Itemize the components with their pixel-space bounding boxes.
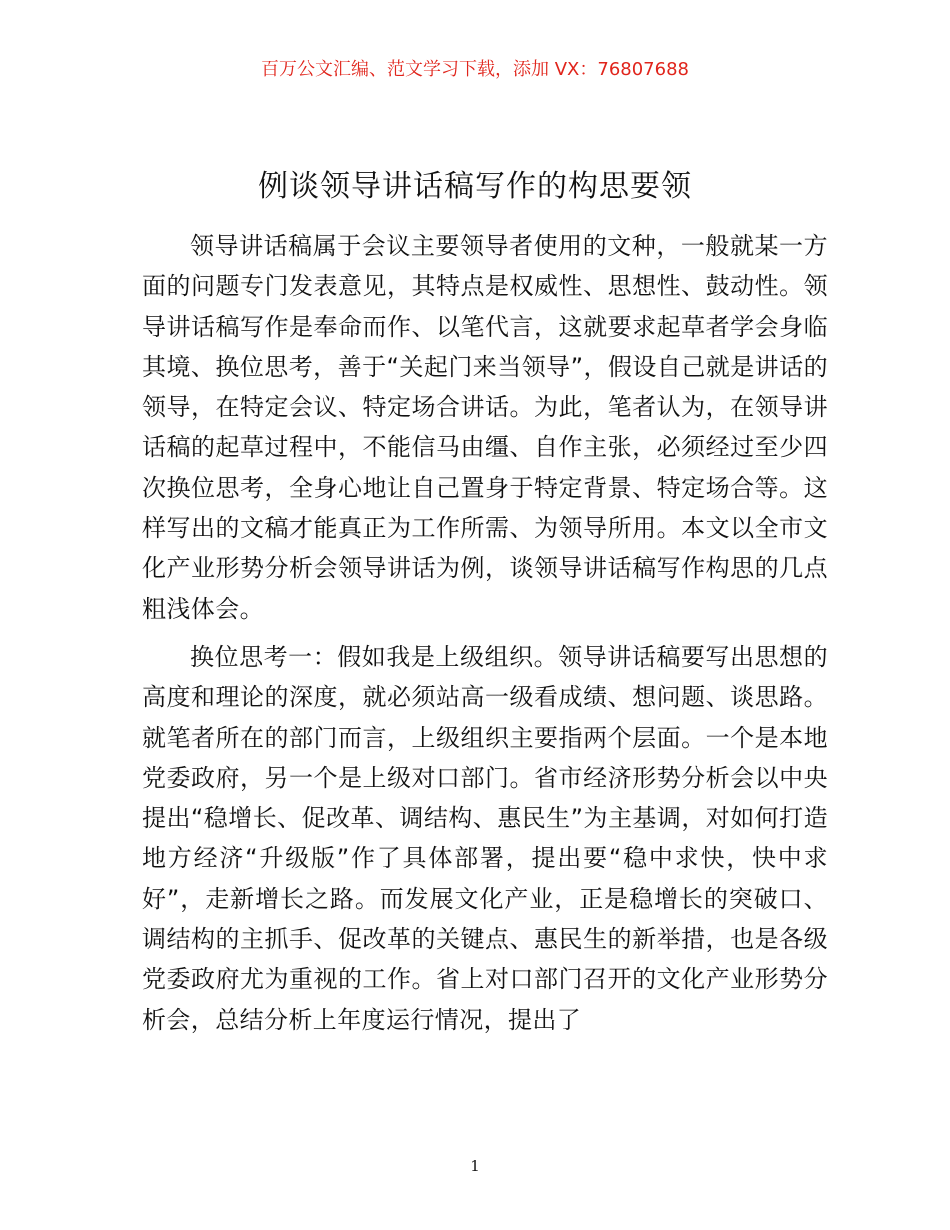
document-body [142, 226, 828, 1040]
paragraph-perspective-one: 换位思考一：假如我是上级组织。领导讲话稿要写出思想的高度和理论的深度，就必须站高一级看成绩、想问题、谈思路。就笔者所在的部门而言，上级组织主要指两个层面。一个是本地党委政府，另一个是上级对口部门。省市经济形势分析会以中央提出“稳增长、促改革、调结构、惠民生”为主基调，对如何打造地方经济“升级版”作了具体部署，提出要“稳中求快，快中求好”，走新增长之路。而发展文化产业，正是稳增长的突破口、调结构的主抓手、促改革的关键点、惠民生的新举措，也是各级党委政府尤为重视的工作。省上对口部门召开的文化产业形势分析会，总结分析上年度运行情况，提出了 [142, 642, 828, 1034]
page-number: 1 [470, 1157, 480, 1175]
header-banner: 百万公文汇编、范文学习下载，添加 VX：76807688 [261, 59, 689, 80]
document-title: 例谈领导讲话稿写作的构思要领 [258, 169, 692, 204]
paragraph-intro: 领导讲话稿属于会议主要领导者使用的文种，一般就某一方面的问题专门发表意见，其特点是权威性、思想性、鼓动性。领导讲话稿写作是奉命而作、以笔代言，这就要求起草者学会身临其境、换位思考，善于“关起门来当领导”，假设自己就是讲话的领导，在特定会议、特定场合讲话。为此，笔者认为，在领导讲话稿的起草过程中，不能信马由缰、自作主张，必须经过至少四次换位思考，全身心地让自己置身于特定背景、特定场合等。这样写出的文稿才能真正为工作所需、为领导所用。本文以全市文化产业形势分析会领导讲话为例，谈领导讲话稿写作构思的几点粗浅体会。 [142, 232, 828, 623]
